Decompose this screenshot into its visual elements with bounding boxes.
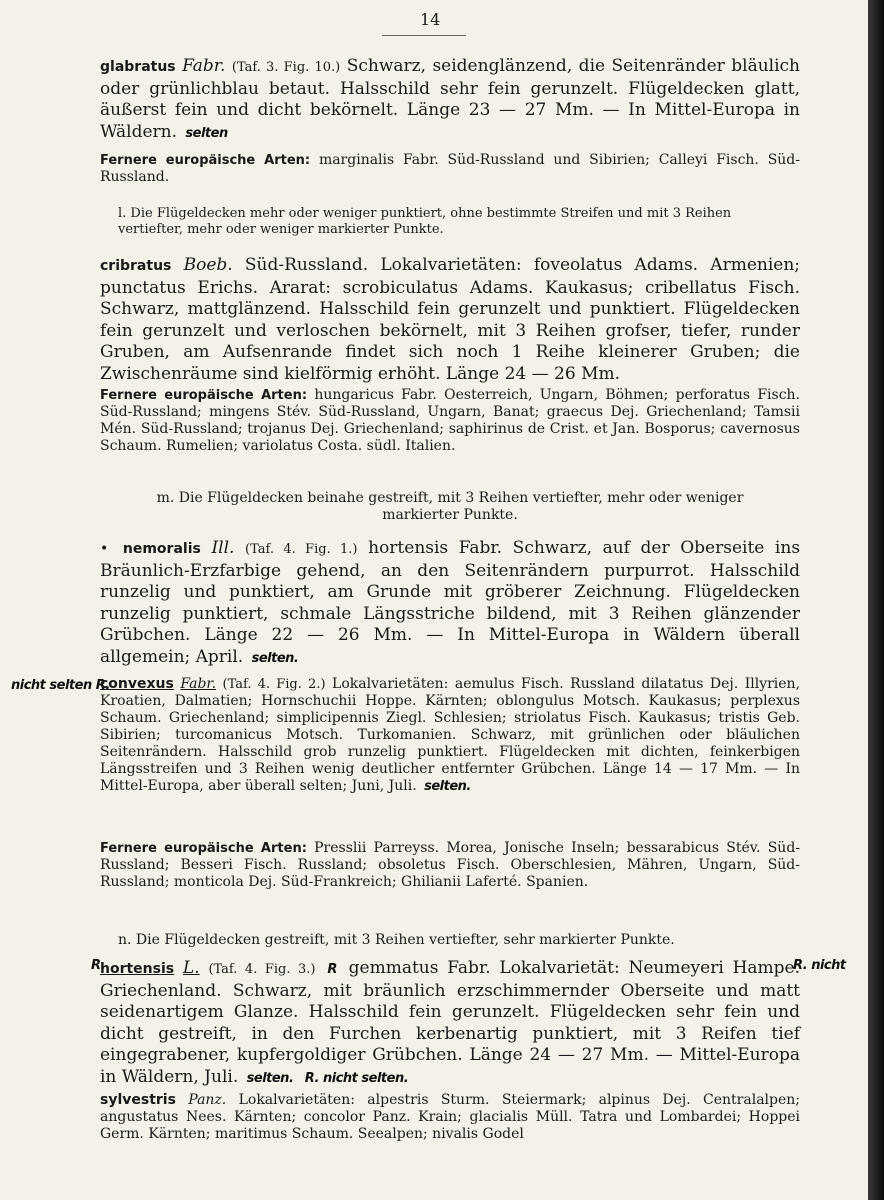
page-number: 14 bbox=[420, 10, 441, 29]
species-description: hortensis Fabr. Schwarz, auf der Oberseite ins Bräunlich-Erzfarbige gehend, an den Seitenrändern purpurrot. Halsschild runzelig und punktiert, am Grunde mit gröberer Zeichnung. Flügeldecken runzelig punktiert, schmale Längsstriche bildend, mit 3 Reihen glänzender Grübchen. Länge 22 — 26 Mm. — In Mittel-Europa in Wäldern überall allgemein; April. bbox=[100, 538, 801, 667]
handwritten-note: selten. bbox=[251, 650, 299, 666]
entry-glabratus bbox=[100, 56, 800, 144]
entry-cribratus bbox=[100, 255, 800, 386]
fernere-text: marginalis Fabr. Süd-Russland und Sibirien; Calleyi Fisch. Süd-Russland. bbox=[100, 152, 801, 185]
species-name: sylvestris bbox=[100, 1092, 176, 1108]
species-description: gemmatus Fabr. Lokalvarietät: Neumeyeri Hampe. Griechenland. Schwarz, mit bräunlich erzschimmernder Oberseite und matt seidenartigem Glanze. Halsschild fein gerunzelt. Flügeldecken sehr fein und dicht gestreift, in den Furchen kerbenartig punktiert, mit 3 Reifen tief eingegrabener, kupfergoldiger Grübchen. Länge 24 — 27 Mm. — Mittel-Europa in Wäldern, Juli. bbox=[100, 958, 801, 1087]
fernere-text: Presslii Parreyss. Morea, Jonische Inseln; bessarabicus Stév. Süd-Russland; Besseri Fisch. Russland; obsoletus Fisch. Oberschlesien, Mähren, Ungarn, Süd-Russland; monticola Dej. Süd-Frankreich; Ghilianii Laferté. Spanien. bbox=[100, 840, 801, 890]
species-name: convexus bbox=[100, 676, 174, 692]
species-description: Süd-Russland. Lokalvarietäten: foveolatus Adams. Armenien; punctatus Erichs. Ararat: scrobiculatus Adams. Kaukasus; cribellatus Fisch. Schwarz, mattglänzend. Halsschild fein gerunzelt und punktiert. Flügeldecken fein gerunzelt und verloschen bekörnelt, mit 3 Reihen grofser, tiefer, runder Gruben, am Aufsenrande findet sich noch 1 Reihe kleinerer Gruben; die Zwischenräume sind kielförmig erhöht. Länge 24 — 26 Mm. bbox=[100, 255, 801, 384]
group-l-heading: l. Die Flügeldecken mehr oder weniger punktiert, ohne bestimmte Streifen und mit 3 Reihen vertiefter, mehr oder weniger markierter Punkte. bbox=[118, 206, 732, 237]
handwritten-margin-note: R. bbox=[91, 958, 106, 973]
handwritten-inline-mark: R bbox=[327, 962, 337, 977]
fernere-label: Fernere europäische Arten: bbox=[100, 388, 308, 403]
fernere-cribratus bbox=[100, 387, 800, 455]
species-author: Panz. bbox=[188, 1092, 227, 1108]
species-name: cribratus bbox=[100, 258, 172, 274]
handwritten-note: selten bbox=[185, 125, 228, 141]
entry-sylvestris bbox=[100, 1092, 800, 1143]
page-edge-shadow bbox=[868, 0, 884, 1200]
fernere-glabratus bbox=[100, 152, 800, 186]
fernere-text: hungaricus Fabr. Oesterreich, Ungarn, Böhmen; perforatus Fisch. Süd-Russland; mingens Stév. Süd-Russland, Ungarn, Banat; graecus Dej. Griechenland; Tamsii Mén. Süd-Russland; trojanus Dej. Griechenland; saphirinus de Crist. et Jan. Bosporus; cavernosus Schaum. Rumelien; variolatus Costa. südl. Italien. bbox=[100, 387, 801, 454]
handwritten-note: R. nicht selten. bbox=[304, 1070, 409, 1086]
species-author: Boeb. bbox=[183, 255, 233, 275]
species-description: Lokalvarietäten: alpestris Sturm. Steiermark; alpinus Dej. Centralalpen; angustatus Nees. Kärnten; concolor Panz. Krain; glacialis Müll. Tatra und Lombardei; Hoppei Germ. Kärnten; maritimus Schaum. Seealpen; nivalis Godel bbox=[100, 1092, 800, 1142]
species-description: Schwarz, seidenglänzend, die Seitenränder bläulich oder grünlichblau betaut. Halsschild sehr fein gerunzelt. Flügeldecken glatt, äußerst fein und dicht bekörnelt. Länge 23 — 27 Mm. — In Mittel-Europa in Wäldern. bbox=[100, 56, 800, 142]
species-name: hortensis bbox=[100, 961, 175, 977]
group-n-heading: n. Die Flügeldecken gestreift, mit 3 Reihen vertiefter, sehr markierter Punkte. bbox=[118, 932, 675, 948]
handwritten-margin-note: nicht selten R. bbox=[11, 678, 110, 693]
species-author: L. bbox=[182, 958, 200, 978]
species-description: Lokalvarietäten: aemulus Fisch. Russland dilatatus Dej. Illyrien, Kroatien, Dalmatien; Hornschuchii Hoppe. Kärnten; oblongulus Motsch. Kaukasus; perplexus Schaum. Griechenland; simplicipennis Ziegl. Schlesien; striolatus Fisch. Kaukasus; tristis Geb. Sibirien; turcomanicus Motsch. Turkomanien. Schwarz, mit grünlichen oder bläulichen Seitenrändern. Halsschild grob runzelig punktiert. Flügeldecken mit dichten, feinkerbigen Längsstreifen und 3 Reihen wenig deutlicher entfernter Grübchen. Länge 14 — 17 Mm. — In Mittel-Europa, aber überall selten; Juni, Juli. bbox=[100, 676, 801, 794]
plate-ref: (Taf. 4. Fig. 1.) bbox=[245, 542, 358, 557]
entry-nemoralis bbox=[100, 538, 800, 670]
plate-ref: (Taf. 3. Fig. 10.) bbox=[231, 60, 341, 75]
plate-ref: (Taf. 4. Fig. 2.) bbox=[222, 677, 326, 692]
handwritten-right-note: R. nicht bbox=[793, 958, 846, 973]
species-author: Fabr. bbox=[182, 56, 226, 76]
fernere-convexus bbox=[100, 840, 800, 891]
species-author: Ill. bbox=[211, 538, 235, 558]
fernere-label: Fernere europäische Arten: bbox=[100, 153, 311, 168]
handwritten-note: selten. bbox=[246, 1070, 294, 1086]
group-m-heading: m. Die Flügeldecken beinahe gestreift, mit 3 Reihen vertiefter, mehr oder weniger markierter Punkte. bbox=[156, 490, 744, 523]
bullet-marker: • bbox=[100, 541, 109, 557]
species-name: nemoralis bbox=[122, 541, 201, 557]
fernere-label: Fernere europäische Arten: bbox=[100, 841, 307, 856]
handwritten-note: selten. bbox=[424, 779, 471, 794]
plate-ref: (Taf. 4. Fig. 3.) bbox=[208, 962, 316, 977]
species-name: glabratus bbox=[100, 59, 176, 75]
entry-hortensis bbox=[100, 958, 800, 1090]
convexus-varieties bbox=[100, 676, 800, 795]
header-rule bbox=[382, 35, 466, 36]
entry-convexus bbox=[100, 676, 800, 795]
species-author: Fabr. bbox=[180, 676, 217, 692]
